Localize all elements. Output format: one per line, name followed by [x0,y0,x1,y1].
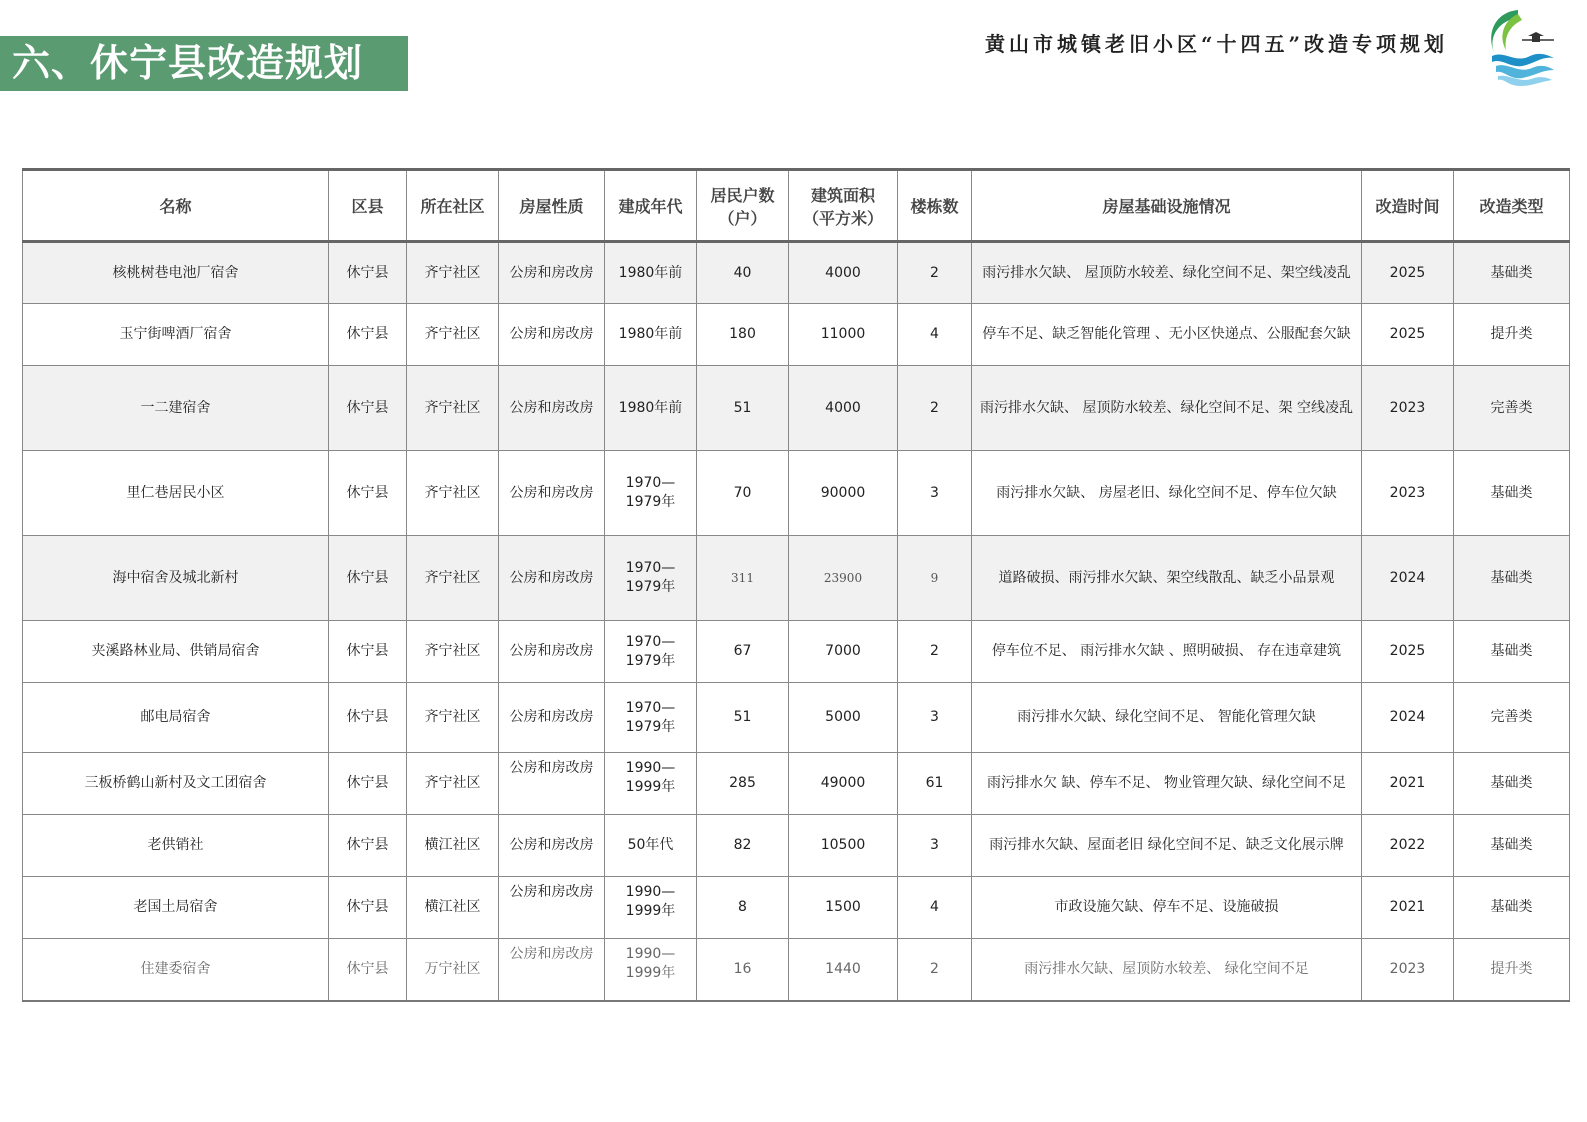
cell-buildings: 3 [898,451,972,536]
cell-infrastructure: 雨污排水欠缺、屋顶防水较差、 绿化空间不足 [972,939,1362,1001]
col-header-renovation-year: 改造时间 [1362,170,1454,242]
cell-renovation-year: 2025 [1362,621,1454,683]
cell-households: 51 [697,366,789,451]
document-title: 黄山市城镇老旧小区“十四五”改造专项规划 [985,32,1449,56]
cell-district: 休宁县 [329,939,407,1001]
cell-community: 齐宁社区 [407,683,499,753]
col-header-renovation-type: 改造类型 [1454,170,1570,242]
cell-infrastructure: 市政设施欠缺、停车不足、设施破损 [972,877,1362,939]
cell-property-type: 公房和房改房 [499,621,605,683]
cell-build-era: 1990—1999年 [605,753,697,815]
cell-name: 老国土局宿舍 [23,877,329,939]
renovation-table-container [22,168,1569,1002]
cell-build-era: 1970—1979年 [605,536,697,621]
cell-renovation-type: 基础类 [1454,753,1570,815]
cell-households: 67 [697,621,789,683]
cell-property-type: 公房和房改房 [499,877,605,939]
cell-area: 10500 [789,815,898,877]
col-header-district: 区县 [329,170,407,242]
cell-infrastructure: 雨污排水欠缺、绿化空间不足、 智能化管理欠缺 [972,683,1362,753]
cell-name: 夹溪路林业局、供销局宿舍 [23,621,329,683]
cell-area: 90000 [789,451,898,536]
cell-district: 休宁县 [329,242,407,304]
cell-district: 休宁县 [329,366,407,451]
cell-area: 11000 [789,304,898,366]
cell-infrastructure: 停车位不足、 雨污排水欠缺 、照明破损、 存在违章建筑 [972,621,1362,683]
cell-name: 三板桥鹤山新村及文工团宿舍 [23,753,329,815]
cell-buildings: 4 [898,877,972,939]
cell-build-era: 1980年前 [605,366,697,451]
cell-renovation-year: 2024 [1362,683,1454,753]
cell-property-type: 公房和房改房 [499,815,605,877]
renovation-table [22,168,1570,1002]
cell-buildings: 2 [898,366,972,451]
cell-renovation-year: 2023 [1362,366,1454,451]
cell-area: 7000 [789,621,898,683]
cell-district: 休宁县 [329,683,407,753]
cell-property-type: 公房和房改房 [499,451,605,536]
cell-name: 邮电局宿舍 [23,683,329,753]
table-row [23,451,1570,536]
cell-households: 51 [697,683,789,753]
cell-infrastructure: 雨污排水欠缺、 房屋老旧、绿化空间不足、停车位欠缺 [972,451,1362,536]
col-header-buildings: 楼栋数 [898,170,972,242]
col-header-build-era: 建成年代 [605,170,697,242]
cell-households: 40 [697,242,789,304]
cell-households: 8 [697,877,789,939]
cell-households: 16 [697,939,789,1001]
cell-buildings: 9 [898,536,972,621]
table-row [23,304,1570,366]
table-row [23,877,1570,939]
cell-property-type: 公房和房改房 [499,242,605,304]
cell-renovation-type: 基础类 [1454,451,1570,536]
cell-property-type: 公房和房改房 [499,304,605,366]
cell-property-type: 公房和房改房 [499,753,605,815]
cell-property-type: 公房和房改房 [499,939,605,1001]
cell-infrastructure: 雨污排水欠缺、 屋顶防水较差、绿化空间不足、架空线凌乱 [972,242,1362,304]
cell-households: 180 [697,304,789,366]
col-header-property-type: 房屋性质 [499,170,605,242]
area-label: 建筑面积 [810,185,875,205]
cell-area: 5000 [789,683,898,753]
cell-community: 横江社区 [407,877,499,939]
cell-district: 休宁县 [329,621,407,683]
cell-renovation-type: 基础类 [1454,536,1570,621]
section-title: 六、休宁县改造规划 [0,36,408,91]
cell-community: 齐宁社区 [407,366,499,451]
cell-renovation-year: 2021 [1362,753,1454,815]
cell-property-type: 公房和房改房 [499,536,605,621]
cell-renovation-year: 2022 [1362,815,1454,877]
cell-renovation-year: 2021 [1362,877,1454,939]
cell-build-era: 1970—1979年 [605,683,697,753]
cell-buildings: 3 [898,815,972,877]
huangshan-logo-icon [1478,6,1558,86]
cell-buildings: 2 [898,242,972,304]
cell-build-era: 1970—1979年 [605,621,697,683]
cell-households: 285 [697,753,789,815]
cell-area: 4000 [789,366,898,451]
cell-infrastructure: 道路破损、雨污排水欠缺、架空线散乱、缺乏小品景观 [972,536,1362,621]
col-header-infrastructure: 房屋基础设施情况 [972,170,1362,242]
cell-community: 齐宁社区 [407,242,499,304]
table-row [23,366,1570,451]
area-unit: （平方米） [802,208,883,228]
cell-renovation-type: 基础类 [1454,242,1570,304]
cell-buildings: 4 [898,304,972,366]
cell-households: 82 [697,815,789,877]
cell-community: 万宁社区 [407,939,499,1001]
cell-infrastructure: 停车不足、缺乏智能化管理 、无小区快递点、公服配套欠缺 [972,304,1362,366]
cell-infrastructure: 雨污排水欠缺、 屋顶防水较差、绿化空间不足、架 空线凌乱 [972,366,1362,451]
cell-build-era: 1980年前 [605,304,697,366]
cell-community: 齐宁社区 [407,304,499,366]
cell-renovation-type: 提升类 [1454,939,1570,1001]
cell-community: 横江社区 [407,815,499,877]
cell-build-era: 1980年前 [605,242,697,304]
cell-community: 齐宁社区 [407,536,499,621]
table-row [23,683,1570,753]
cell-property-type: 公房和房改房 [499,366,605,451]
cell-renovation-type: 提升类 [1454,304,1570,366]
cell-community: 齐宁社区 [407,451,499,536]
cell-area: 1500 [789,877,898,939]
households-label: 居民户数 [710,185,775,205]
col-header-name: 名称 [23,170,329,242]
cell-name: 里仁巷居民小区 [23,451,329,536]
cell-build-era: 1990—1999年 [605,939,697,1001]
table-row [23,939,1570,1001]
cell-renovation-year: 2023 [1362,451,1454,536]
cell-renovation-type: 基础类 [1454,815,1570,877]
cell-renovation-year: 2023 [1362,939,1454,1001]
cell-name: 核桃树巷电池厂宿舍 [23,242,329,304]
cell-renovation-year: 2025 [1362,242,1454,304]
table-row [23,753,1570,815]
cell-buildings: 2 [898,939,972,1001]
cell-community: 齐宁社区 [407,621,499,683]
cell-buildings: 3 [898,683,972,753]
cell-name: 老供销社 [23,815,329,877]
cell-renovation-type: 基础类 [1454,877,1570,939]
cell-district: 休宁县 [329,815,407,877]
table-row [23,242,1570,304]
households-unit: （户） [718,208,767,228]
cell-area: 23900 [789,536,898,621]
cell-community: 齐宁社区 [407,753,499,815]
cell-buildings: 61 [898,753,972,815]
cell-renovation-year: 2025 [1362,304,1454,366]
cell-build-era: 1990—1999年 [605,877,697,939]
cell-district: 休宁县 [329,753,407,815]
cell-renovation-type: 完善类 [1454,366,1570,451]
cell-households: 70 [697,451,789,536]
cell-district: 休宁县 [329,451,407,536]
cell-renovation-year: 2024 [1362,536,1454,621]
col-header-community: 所在社区 [407,170,499,242]
cell-district: 休宁县 [329,536,407,621]
cell-area: 49000 [789,753,898,815]
cell-name: 一二建宿舍 [23,366,329,451]
cell-renovation-type: 基础类 [1454,621,1570,683]
table-header-row [23,170,1570,242]
table-row [23,621,1570,683]
col-header-area [789,170,898,242]
cell-name: 海中宿舍及城北新村 [23,536,329,621]
col-header-households [697,170,789,242]
cell-buildings: 2 [898,621,972,683]
cell-district: 休宁县 [329,877,407,939]
cell-area: 4000 [789,242,898,304]
cell-area: 1440 [789,939,898,1001]
cell-name: 住建委宿舍 [23,939,329,1001]
cell-property-type: 公房和房改房 [499,683,605,753]
cell-infrastructure: 雨污排水欠 缺、停车不足、 物业管理欠缺、绿化空间不足 [972,753,1362,815]
cell-build-era: 1970—1979年 [605,451,697,536]
cell-name: 玉宁街啤酒厂宿舍 [23,304,329,366]
cell-renovation-type: 完善类 [1454,683,1570,753]
cell-build-era: 50年代 [605,815,697,877]
table-row [23,536,1570,621]
cell-households: 311 [697,536,789,621]
cell-district: 休宁县 [329,304,407,366]
cell-infrastructure: 雨污排水欠缺、屋面老旧 绿化空间不足、缺乏文化展示牌 [972,815,1362,877]
table-row [23,815,1570,877]
